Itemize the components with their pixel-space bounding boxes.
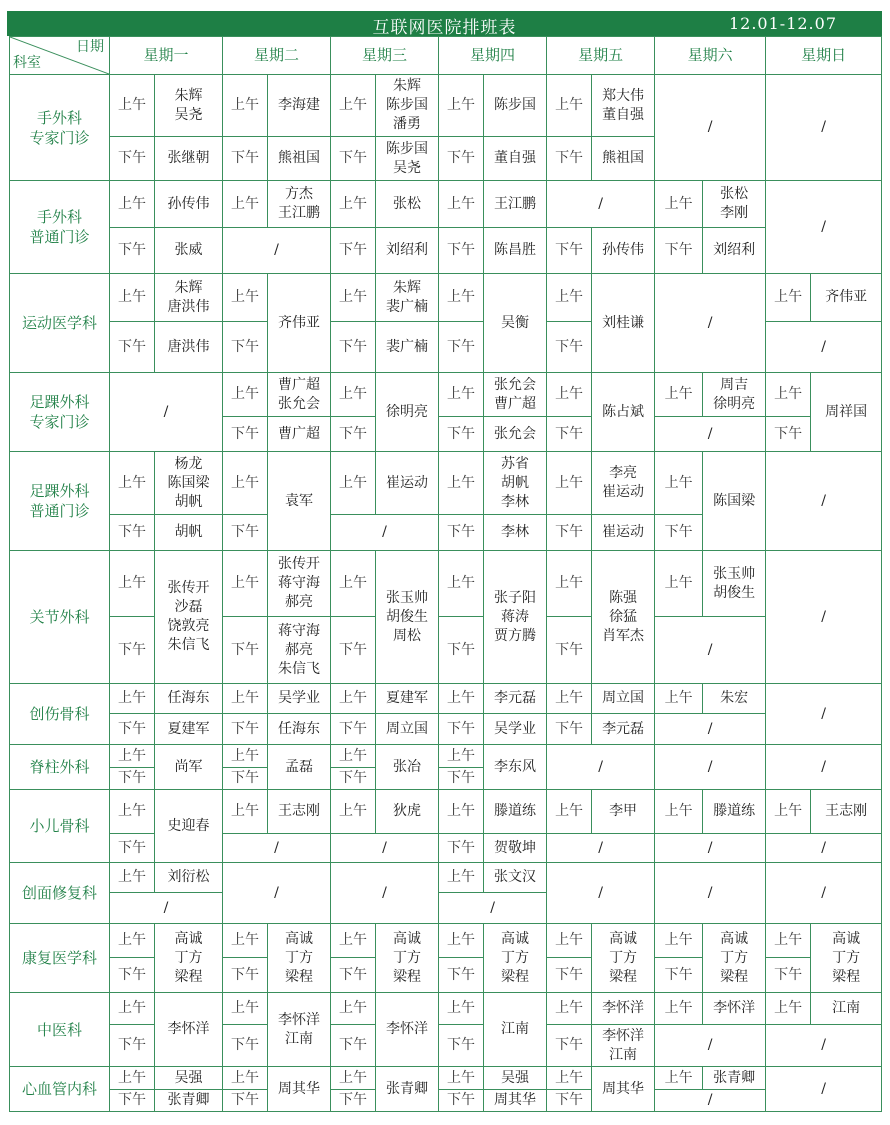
- pm-label: 下午: [110, 322, 155, 373]
- am-label: 上午: [110, 452, 155, 515]
- doctor-cell: 张松: [376, 181, 439, 228]
- doctor-cell: 曹广超: [268, 417, 331, 452]
- page-title: 互联网医院排班表: [372, 18, 517, 38]
- am-label: 上午: [547, 75, 592, 137]
- pm-label: 下午: [331, 958, 376, 993]
- doctor-cell: 高诚 丁方 梁程: [376, 924, 439, 993]
- pm-label: 下午: [223, 1090, 268, 1112]
- pm-label: 下午: [439, 958, 484, 993]
- doctor-cell: 刘桂谦: [592, 274, 655, 373]
- doctor-cell: 高诚 丁方 梁程: [811, 924, 882, 993]
- doctor-cell: 吴衡: [484, 274, 547, 373]
- empty-cell: /: [655, 1090, 766, 1112]
- am-label: 上午: [223, 1067, 268, 1090]
- pm-label: 下午: [110, 137, 155, 181]
- doctor-cell: 吴学业: [484, 714, 547, 745]
- pm-label: 下午: [547, 1090, 592, 1112]
- am-label: 上午: [110, 790, 155, 834]
- doctor-cell: 李元磊: [592, 714, 655, 745]
- am-label: 上午: [223, 551, 268, 617]
- am-label: 上午: [439, 684, 484, 714]
- empty-cell: /: [331, 863, 439, 924]
- day-header-tue: 星期二: [223, 37, 331, 75]
- empty-cell: /: [766, 684, 882, 745]
- corner-header: [10, 37, 110, 75]
- doctor-cell: 贺敬坤: [484, 834, 547, 863]
- doctor-cell: 孟磊: [268, 745, 331, 790]
- empty-cell: /: [766, 863, 882, 924]
- day-header-thu: 星期四: [439, 37, 547, 75]
- pm-label: 下午: [223, 137, 268, 181]
- doctor-cell: 周立国: [592, 684, 655, 714]
- dept-label: 康复医学科: [10, 924, 110, 993]
- am-label: 上午: [331, 745, 376, 768]
- doctor-cell: 张玉帅 胡俊生: [703, 551, 766, 617]
- pm-label: 下午: [223, 322, 268, 373]
- pm-label: 下午: [331, 768, 376, 790]
- am-label: 上午: [331, 181, 376, 228]
- doctor-cell: 张玉帅 胡俊生 周松: [376, 551, 439, 684]
- am-label: 上午: [223, 181, 268, 228]
- doctor-cell: 李怀洋: [376, 993, 439, 1067]
- am-label: 上午: [655, 373, 703, 417]
- doctor-cell: 周祥国: [811, 373, 882, 452]
- doctor-cell: 陈昌胜: [484, 228, 547, 274]
- doctor-cell: 陈强 徐猛 肖军杰: [592, 551, 655, 684]
- am-label: 上午: [223, 684, 268, 714]
- doctor-cell: 朱辉 唐洪伟: [155, 274, 223, 322]
- doctor-cell: 尚军: [155, 745, 223, 790]
- doctor-cell: 陈国梁: [703, 452, 766, 551]
- doctor-cell: 齐伟亚: [811, 274, 882, 322]
- empty-cell: /: [655, 417, 766, 452]
- am-label: 上午: [223, 745, 268, 768]
- am-label: 上午: [439, 1067, 484, 1090]
- am-label: 上午: [766, 274, 811, 322]
- pm-label: 下午: [439, 137, 484, 181]
- doctor-cell: 夏建军: [155, 714, 223, 745]
- doctor-cell: 高诚 丁方 梁程: [268, 924, 331, 993]
- dept-label: 心血管内科: [10, 1067, 110, 1112]
- am-label: 上午: [110, 75, 155, 137]
- pm-label: 下午: [547, 417, 592, 452]
- doctor-cell: 朱辉 陈步国 潘勇: [376, 75, 439, 137]
- am-label: 上午: [547, 373, 592, 417]
- doctor-cell: 任海东: [155, 684, 223, 714]
- pm-label: 下午: [439, 1025, 484, 1067]
- am-label: 上午: [110, 551, 155, 617]
- pm-label: 下午: [110, 834, 155, 863]
- doctor-cell: 方杰 王江鹏: [268, 181, 331, 228]
- doctor-cell: 张继朝: [155, 137, 223, 181]
- doctor-cell: 王江鹏: [484, 181, 547, 228]
- doctor-cell: 李东风: [484, 745, 547, 790]
- doctor-cell: 朱辉 吴尧: [155, 75, 223, 137]
- day-header-wed: 星期三: [331, 37, 439, 75]
- doctor-cell: 张允会 曹广超: [484, 373, 547, 417]
- doctor-cell: 周立国: [376, 714, 439, 745]
- pm-label: 下午: [655, 958, 703, 993]
- pm-label: 下午: [655, 515, 703, 551]
- doctor-cell: 高诚 丁方 梁程: [703, 924, 766, 993]
- am-label: 上午: [655, 452, 703, 515]
- doctor-cell: 李怀洋 江南: [268, 993, 331, 1067]
- empty-cell: /: [110, 373, 223, 452]
- doctor-cell: 江南: [484, 993, 547, 1067]
- pm-label: 下午: [331, 228, 376, 274]
- am-label: 上午: [655, 181, 703, 228]
- doctor-cell: 吴强: [155, 1067, 223, 1090]
- doctor-cell: 朱宏: [703, 684, 766, 714]
- am-label: 上午: [547, 452, 592, 515]
- doctor-cell: 陈步国 吴尧: [376, 137, 439, 181]
- doctor-cell: 陈步国: [484, 75, 547, 137]
- doctor-cell: 张威: [155, 228, 223, 274]
- doctor-cell: 刘绍利: [703, 228, 766, 274]
- empty-cell: /: [766, 75, 882, 181]
- doctor-cell: 史迎春: [155, 790, 223, 863]
- pm-label: 下午: [547, 228, 592, 274]
- am-label: 上午: [655, 551, 703, 617]
- am-label: 上午: [110, 684, 155, 714]
- pm-label: 下午: [331, 1025, 376, 1067]
- pm-label: 下午: [439, 322, 484, 373]
- pm-label: 下午: [110, 768, 155, 790]
- empty-cell: /: [331, 834, 439, 863]
- dept-label: 创伤骨科: [10, 684, 110, 745]
- pm-label: 下午: [439, 714, 484, 745]
- pm-label: 下午: [331, 714, 376, 745]
- am-label: 上午: [439, 993, 484, 1025]
- am-label: 上午: [439, 790, 484, 834]
- empty-cell: /: [655, 714, 766, 745]
- empty-cell: /: [766, 322, 882, 373]
- am-label: 上午: [331, 790, 376, 834]
- doctor-cell: 狄虎: [376, 790, 439, 834]
- am-label: 上午: [110, 181, 155, 228]
- am-label: 上午: [766, 993, 811, 1025]
- pm-label: 下午: [110, 228, 155, 274]
- pm-label: 下午: [110, 1090, 155, 1112]
- am-label: 上午: [110, 1067, 155, 1090]
- dept-label: 创面修复科: [10, 863, 110, 924]
- am-label: 上午: [331, 452, 376, 515]
- empty-cell: /: [331, 515, 439, 551]
- am-label: 上午: [110, 924, 155, 958]
- pm-label: 下午: [110, 958, 155, 993]
- am-label: 上午: [439, 745, 484, 768]
- am-label: 上午: [655, 1067, 703, 1090]
- doctor-cell: 崔运动: [376, 452, 439, 515]
- am-label: 上午: [439, 863, 484, 893]
- am-label: 上午: [223, 790, 268, 834]
- doctor-cell: 李海建: [268, 75, 331, 137]
- dept-label: 运动医学科: [10, 274, 110, 373]
- pm-label: 下午: [223, 617, 268, 684]
- empty-cell: /: [766, 181, 882, 274]
- doctor-cell: 董自强: [484, 137, 547, 181]
- doctor-cell: 张传开 蒋守海 郝亮: [268, 551, 331, 617]
- am-label: 上午: [766, 373, 811, 417]
- am-label: 上午: [439, 181, 484, 228]
- empty-cell: /: [655, 274, 766, 373]
- doctor-cell: 裴广楠: [376, 322, 439, 373]
- am-label: 上午: [331, 551, 376, 617]
- pm-label: 下午: [439, 417, 484, 452]
- empty-cell: /: [655, 834, 766, 863]
- am-label: 上午: [547, 790, 592, 834]
- empty-cell: /: [655, 863, 766, 924]
- am-label: 上午: [439, 75, 484, 137]
- pm-label: 下午: [547, 322, 592, 373]
- doctor-cell: 胡帆: [155, 515, 223, 551]
- doctor-cell: 王志刚: [811, 790, 882, 834]
- pm-label: 下午: [439, 768, 484, 790]
- am-label: 上午: [547, 551, 592, 617]
- empty-cell: /: [223, 228, 331, 274]
- doctor-cell: 吴强: [484, 1067, 547, 1090]
- doctor-cell: 滕道练: [703, 790, 766, 834]
- corner-date-label: 日期: [76, 39, 104, 55]
- pm-label: 下午: [547, 617, 592, 684]
- am-label: 上午: [439, 452, 484, 515]
- pm-label: 下午: [110, 714, 155, 745]
- doctor-cell: 滕道练: [484, 790, 547, 834]
- am-label: 上午: [331, 924, 376, 958]
- doctor-cell: 夏建军: [376, 684, 439, 714]
- am-label: 上午: [331, 993, 376, 1025]
- doctor-cell: 李元磊: [484, 684, 547, 714]
- am-label: 上午: [766, 790, 811, 834]
- empty-cell: /: [547, 834, 655, 863]
- am-label: 上午: [223, 993, 268, 1025]
- doctor-cell: 李亮 崔运动: [592, 452, 655, 515]
- am-label: 上午: [110, 274, 155, 322]
- pm-label: 下午: [547, 1025, 592, 1067]
- doctor-cell: 刘绍利: [376, 228, 439, 274]
- am-label: 上午: [655, 924, 703, 958]
- pm-label: 下午: [547, 515, 592, 551]
- doctor-cell: 王志刚: [268, 790, 331, 834]
- pm-label: 下午: [331, 1090, 376, 1112]
- empty-cell: /: [766, 452, 882, 551]
- doctor-cell: 杨龙 陈国梁 胡帆: [155, 452, 223, 515]
- pm-label: 下午: [223, 1025, 268, 1067]
- doctor-cell: 张青卿: [155, 1090, 223, 1112]
- am-label: 上午: [547, 684, 592, 714]
- pm-label: 下午: [223, 714, 268, 745]
- doctor-cell: 张允会: [484, 417, 547, 452]
- doctor-cell: 曹广超 张允会: [268, 373, 331, 417]
- doctor-cell: 江南: [811, 993, 882, 1025]
- pm-label: 下午: [110, 1025, 155, 1067]
- am-label: 上午: [547, 993, 592, 1025]
- empty-cell: /: [547, 181, 655, 228]
- am-label: 上午: [223, 924, 268, 958]
- doctor-cell: 李怀洋: [155, 993, 223, 1067]
- doctor-cell: 周其华: [484, 1090, 547, 1112]
- doctor-cell: 张子阳 蒋涛 贾方腾: [484, 551, 547, 684]
- dept-label: 足踝外科 普通门诊: [10, 452, 110, 551]
- am-label: 上午: [331, 373, 376, 417]
- empty-cell: /: [655, 1025, 766, 1067]
- dept-label: 手外科 专家门诊: [10, 75, 110, 181]
- pm-label: 下午: [331, 617, 376, 684]
- doctor-cell: 唐洪伟: [155, 322, 223, 373]
- header-row: [10, 37, 882, 75]
- empty-cell: /: [655, 745, 766, 790]
- title-banner: [7, 11, 882, 36]
- doctor-cell: 周其华: [268, 1067, 331, 1112]
- doctor-cell: 张青卿: [703, 1067, 766, 1090]
- dept-label: 足踝外科 专家门诊: [10, 373, 110, 452]
- doctor-cell: 高诚 丁方 梁程: [592, 924, 655, 993]
- am-label: 上午: [655, 790, 703, 834]
- doctor-cell: 齐伟亚: [268, 274, 331, 373]
- pm-label: 下午: [766, 958, 811, 993]
- doctor-cell: 徐明亮: [376, 373, 439, 452]
- am-label: 上午: [655, 684, 703, 714]
- doctor-cell: 袁军: [268, 452, 331, 551]
- pm-label: 下午: [547, 958, 592, 993]
- pm-label: 下午: [547, 714, 592, 745]
- am-label: 上午: [223, 75, 268, 137]
- pm-label: 下午: [331, 322, 376, 373]
- am-label: 上午: [766, 924, 811, 958]
- am-label: 上午: [547, 924, 592, 958]
- empty-cell: /: [766, 745, 882, 790]
- doctor-cell: 高诚 丁方 梁程: [484, 924, 547, 993]
- doctor-cell: 李林: [484, 515, 547, 551]
- doctor-cell: 孙传伟: [155, 181, 223, 228]
- day-header-sun: 星期日: [766, 37, 882, 75]
- am-label: 上午: [331, 274, 376, 322]
- pm-label: 下午: [439, 617, 484, 684]
- empty-cell: /: [439, 893, 547, 924]
- am-label: 上午: [655, 993, 703, 1025]
- empty-cell: /: [766, 1067, 882, 1112]
- dept-label: 关节外科: [10, 551, 110, 684]
- pm-label: 下午: [766, 417, 811, 452]
- doctor-cell: 朱辉 裴广楠: [376, 274, 439, 322]
- doctor-cell: 陈占斌: [592, 373, 655, 452]
- am-label: 上午: [110, 863, 155, 893]
- pm-label: 下午: [223, 515, 268, 551]
- pm-label: 下午: [439, 515, 484, 551]
- am-label: 上午: [110, 745, 155, 768]
- am-label: 上午: [547, 1067, 592, 1090]
- doctor-cell: 周其华: [592, 1067, 655, 1112]
- pm-label: 下午: [655, 228, 703, 274]
- doctor-cell: 孙传伟: [592, 228, 655, 274]
- empty-cell: /: [223, 834, 331, 863]
- doctor-cell: 苏省 胡帆 李林: [484, 452, 547, 515]
- doctor-cell: 张松 李刚: [703, 181, 766, 228]
- am-label: 上午: [331, 684, 376, 714]
- day-header-fri: 星期五: [547, 37, 655, 75]
- am-label: 上午: [110, 993, 155, 1025]
- pm-label: 下午: [331, 417, 376, 452]
- pm-label: 下午: [223, 417, 268, 452]
- doctor-cell: 郑大伟 董自强: [592, 75, 655, 137]
- dept-label: 中医科: [10, 993, 110, 1067]
- day-header-sat: 星期六: [655, 37, 766, 75]
- empty-cell: /: [766, 834, 882, 863]
- doctor-cell: 周吉 徐明亮: [703, 373, 766, 417]
- doctor-cell: 高诚 丁方 梁程: [155, 924, 223, 993]
- dept-label: 手外科 普通门诊: [10, 181, 110, 274]
- am-label: 上午: [331, 75, 376, 137]
- am-label: 上午: [223, 274, 268, 322]
- doctor-cell: 李甲: [592, 790, 655, 834]
- dept-label: 小儿骨科: [10, 790, 110, 863]
- doctor-cell: 熊祖国: [592, 137, 655, 181]
- doctor-cell: 任海东: [268, 714, 331, 745]
- dept-label: 脊柱外科: [10, 745, 110, 790]
- pm-label: 下午: [439, 834, 484, 863]
- am-label: 上午: [331, 1067, 376, 1090]
- am-label: 上午: [439, 924, 484, 958]
- schedule-table: [9, 36, 882, 1112]
- empty-cell: /: [655, 617, 766, 684]
- doctor-cell: 刘衍松: [155, 863, 223, 893]
- pm-label: 下午: [110, 515, 155, 551]
- pm-label: 下午: [110, 617, 155, 684]
- empty-cell: /: [223, 863, 331, 924]
- empty-cell: /: [655, 75, 766, 181]
- doctor-cell: 李怀洋 江南: [592, 1025, 655, 1067]
- doctor-cell: 吴学业: [268, 684, 331, 714]
- empty-cell: /: [110, 893, 223, 924]
- date-range: 12.01-12.07: [728, 14, 837, 33]
- pm-label: 下午: [331, 137, 376, 181]
- doctor-cell: 张青卿: [376, 1067, 439, 1112]
- doctor-cell: 崔运动: [592, 515, 655, 551]
- doctor-cell: 李怀洋: [592, 993, 655, 1025]
- doctor-cell: 李怀洋: [703, 993, 766, 1025]
- empty-cell: /: [766, 551, 882, 684]
- pm-label: 下午: [223, 958, 268, 993]
- doctor-cell: 蒋守海 郝亮 朱信飞: [268, 617, 331, 684]
- pm-label: 下午: [547, 137, 592, 181]
- doctor-cell: 熊祖国: [268, 137, 331, 181]
- empty-cell: /: [547, 745, 655, 790]
- pm-label: 下午: [439, 1090, 484, 1112]
- doctor-cell: 张文汉: [484, 863, 547, 893]
- am-label: 上午: [223, 452, 268, 515]
- day-header-mon: 星期一: [110, 37, 223, 75]
- am-label: 上午: [439, 274, 484, 322]
- am-label: 上午: [439, 551, 484, 617]
- am-label: 上午: [223, 373, 268, 417]
- pm-label: 下午: [223, 768, 268, 790]
- pm-label: 下午: [439, 228, 484, 274]
- empty-cell: /: [547, 863, 655, 924]
- am-label: 上午: [439, 373, 484, 417]
- empty-cell: /: [766, 1025, 882, 1067]
- doctor-cell: 张冶: [376, 745, 439, 790]
- corner-dept-label: 科室: [13, 55, 41, 71]
- am-label: 上午: [547, 274, 592, 322]
- doctor-cell: 张传开 沙磊 饶敦亮 朱信飞: [155, 551, 223, 684]
